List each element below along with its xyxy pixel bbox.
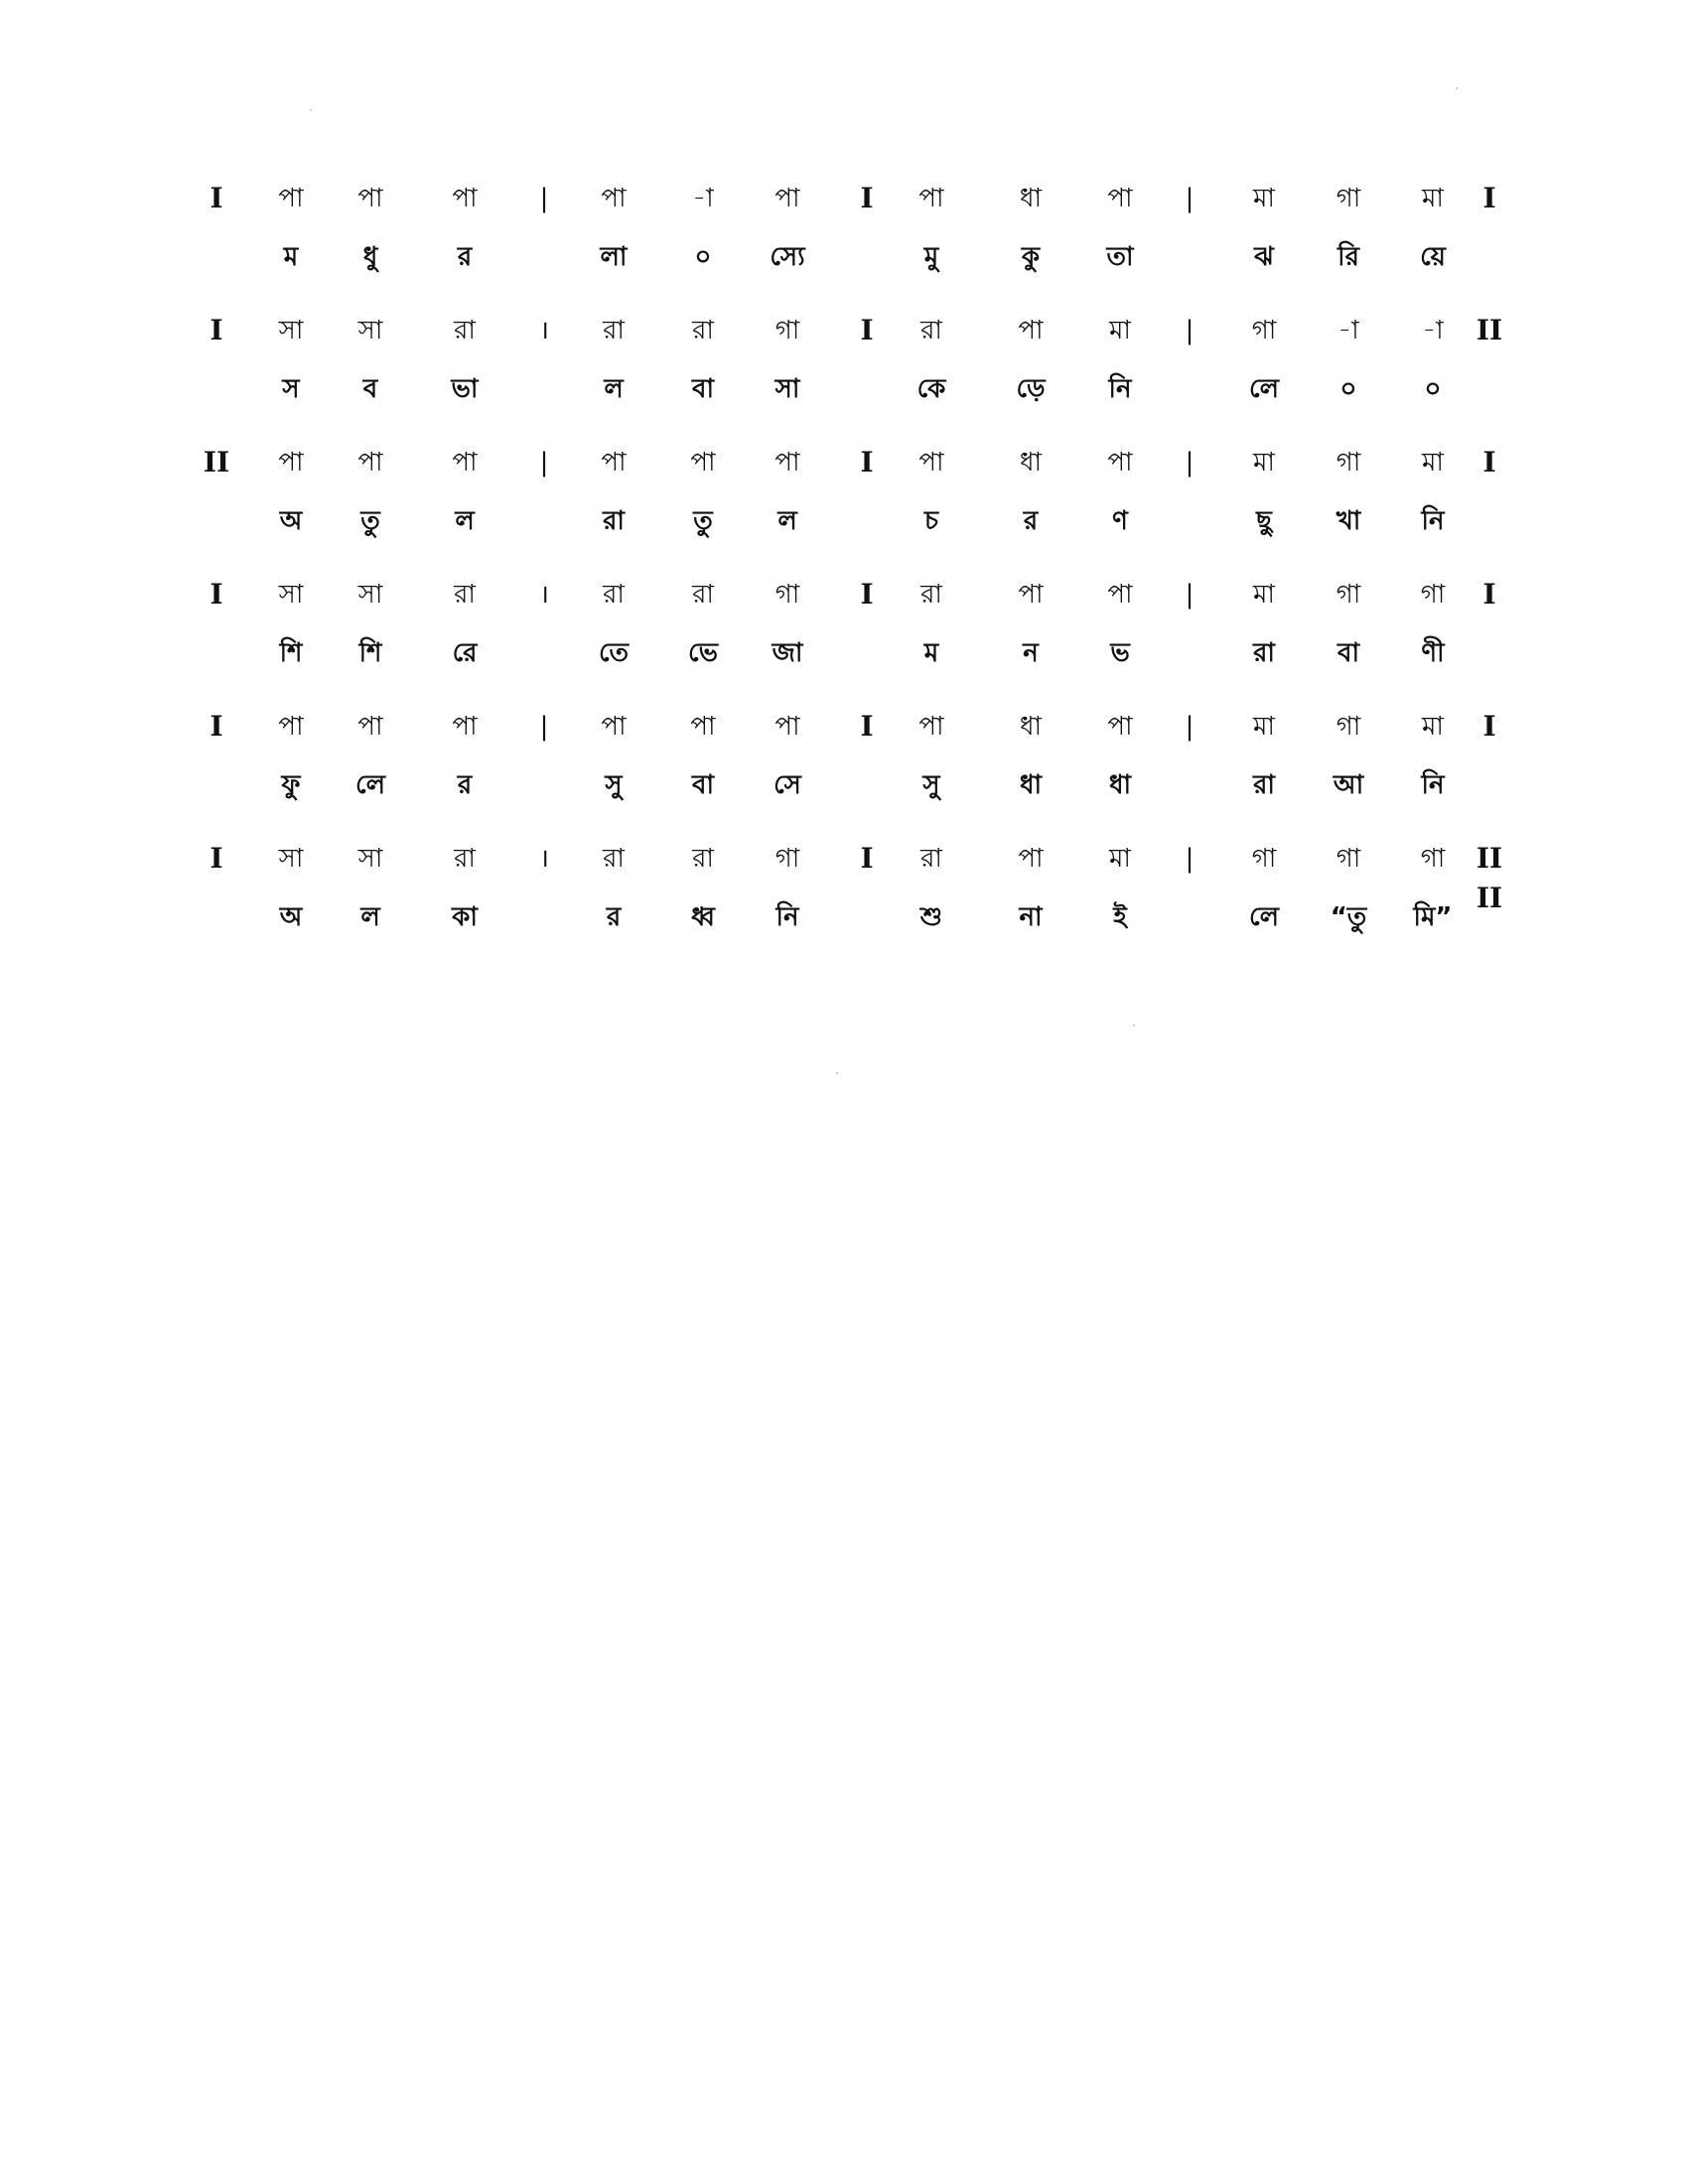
swara-note: রা	[920, 316, 942, 345]
lyric-syllable: আ	[1333, 770, 1364, 800]
lyric-syllable: তা	[1106, 242, 1134, 272]
swara-note: পা	[278, 184, 304, 213]
bar-mark: ।	[539, 580, 549, 610]
bar-mark: |	[1185, 316, 1195, 345]
lyric-syllable: লে	[355, 770, 385, 800]
swara-note: পা	[452, 184, 478, 213]
lyric-syllable: সু	[922, 770, 940, 800]
swara-note: রা	[692, 580, 714, 610]
swara-note: রা	[454, 580, 476, 610]
swara-note: পা	[452, 448, 478, 478]
swara-note: পা	[452, 712, 478, 742]
swara-note: গা	[774, 316, 800, 345]
lyric-syllable: স	[282, 374, 300, 404]
swara-note: ধা	[1019, 712, 1043, 742]
bar-mark: I	[210, 182, 223, 214]
lyric-syllable: শি	[358, 638, 382, 668]
bar-mark: |	[1185, 448, 1195, 478]
lyric-line	[0, 897, 1688, 937]
lyric-syllable: সু	[605, 770, 623, 800]
bar-mark: I	[860, 578, 874, 611]
swara-note: ধা	[1019, 184, 1043, 213]
lyric-syllable: ভা	[451, 374, 479, 404]
bar-mark: ।	[539, 844, 549, 874]
swara-line	[0, 311, 1688, 350]
swara-note: মা	[1109, 316, 1131, 345]
lyric-syllable: জা	[772, 638, 803, 668]
bar-mark: I	[210, 842, 223, 875]
lyric-line	[0, 765, 1688, 805]
bar-mark: I	[1482, 578, 1496, 611]
bar-mark: II	[1476, 314, 1503, 346]
bar-mark: I	[860, 446, 874, 478]
swara-note: গা	[1420, 580, 1446, 610]
swara-note: গা	[1420, 844, 1446, 874]
lyric-syllable: অ	[279, 506, 303, 536]
lyric-syllable: ০	[1339, 374, 1357, 404]
swara-note: পা	[278, 712, 304, 742]
swara-note: পা	[774, 712, 800, 742]
lyric-syllable: নি	[775, 902, 799, 932]
swara-note: মা	[1253, 448, 1275, 478]
swara-line	[0, 179, 1688, 218]
lyric-syllable: কে	[916, 374, 946, 404]
swara-note: পা	[357, 712, 383, 742]
swara-note: সা	[357, 316, 383, 345]
lyric-syllable: ধ্ব	[691, 902, 715, 932]
lyric-syllable: ণ	[1112, 506, 1128, 536]
lyric-syllable: না	[1019, 902, 1043, 932]
lyric-syllable: সা	[774, 374, 800, 404]
lyric-syllable: কু	[1021, 242, 1041, 272]
bar-mark: I	[1482, 182, 1496, 214]
swara-note: রা	[692, 844, 714, 874]
lyric-syllable: বা	[1336, 638, 1359, 668]
swara-note: মা	[1422, 448, 1444, 478]
bar-mark: |	[539, 184, 549, 213]
lyric-syllable: লা	[600, 242, 628, 272]
lyric-syllable: ঝ	[1254, 242, 1274, 272]
swara-line	[0, 575, 1688, 614]
swara-note: -া	[1422, 316, 1444, 345]
swara-note: গা	[1251, 316, 1277, 345]
swara-note: মা	[1253, 712, 1275, 742]
swara-note: পা	[357, 184, 383, 213]
swara-note: গা	[1336, 844, 1361, 874]
swara-note: গা	[1336, 184, 1361, 213]
lyric-syllable: ল	[604, 374, 624, 404]
swara-note: ধা	[1019, 448, 1043, 478]
swara-note: মা	[1422, 712, 1444, 742]
bar-mark: |	[1185, 184, 1195, 213]
lyric-syllable: ফু	[281, 770, 301, 800]
swara-note: রা	[692, 316, 714, 345]
bar-mark: |	[1185, 844, 1195, 874]
lyric-syllable: তু	[693, 506, 713, 536]
swara-note: গা	[1251, 844, 1277, 874]
lyric-syllable: র	[457, 242, 473, 272]
swara-note: -া	[1337, 316, 1359, 345]
swara-note: পা	[601, 448, 627, 478]
lyric-syllable: শি	[279, 638, 303, 668]
lyric-syllable: ম	[923, 638, 939, 668]
lyric-syllable: মু	[923, 242, 939, 272]
swara-line	[0, 443, 1688, 482]
bar-mark: II II	[1476, 842, 1503, 914]
swara-note: মা	[1253, 184, 1275, 213]
lyric-syllable: ধু	[362, 242, 378, 272]
swara-note: -া	[692, 184, 714, 213]
lyric-syllable: “তু	[1330, 902, 1367, 932]
swara-note: পা	[918, 448, 944, 478]
lyric-syllable: মি”	[1413, 902, 1453, 932]
swara-note: পা	[690, 712, 716, 742]
lyric-line	[0, 237, 1688, 277]
bar-mark: I	[1482, 710, 1496, 743]
swara-note: রা	[603, 580, 625, 610]
lyric-syllable: য়ে	[1420, 242, 1446, 272]
swara-note: পা	[601, 184, 627, 213]
lyric-syllable: স্যে	[770, 242, 805, 272]
swara-note: রা	[920, 580, 942, 610]
bar-mark: II	[203, 446, 230, 478]
swara-note: গা	[1336, 580, 1361, 610]
swara-note: পা	[918, 712, 944, 742]
swara-note: রা	[920, 844, 942, 874]
swara-note: রা	[454, 316, 476, 345]
scan-speck	[836, 1072, 838, 1074]
lyric-syllable: শু	[919, 902, 943, 932]
lyric-syllable: রা	[1253, 770, 1275, 800]
bar-mark: I	[860, 182, 874, 214]
swara-note: পা	[1018, 844, 1044, 874]
lyric-syllable: ধা	[1108, 770, 1132, 800]
bar-mark: I	[210, 578, 223, 611]
lyric-syllable: র	[457, 770, 473, 800]
lyric-syllable: খা	[1336, 506, 1361, 536]
swara-note: সা	[278, 844, 304, 874]
lyric-syllable: সে	[774, 770, 801, 800]
swara-note: গা	[774, 580, 800, 610]
lyric-syllable: তু	[360, 506, 380, 536]
bar-mark: I	[1482, 446, 1496, 478]
swara-note: পা	[1107, 580, 1133, 610]
lyric-syllable: ০	[694, 242, 712, 272]
bar-mark: |	[1185, 712, 1195, 742]
swara-note: পা	[774, 448, 800, 478]
lyric-syllable: ল	[455, 506, 475, 536]
swara-note: মা	[1253, 580, 1275, 610]
lyric-syllable: ম	[283, 242, 299, 272]
swara-note: পা	[918, 184, 944, 213]
swara-note: পা	[357, 448, 383, 478]
swara-note: সা	[278, 316, 304, 345]
lyric-syllable: বা	[691, 770, 714, 800]
bar-mark: |	[1185, 580, 1195, 610]
lyric-syllable: রা	[603, 506, 625, 536]
lyric-syllable: র	[606, 902, 622, 932]
lyric-line	[0, 501, 1688, 541]
lyric-syllable: ল	[360, 902, 380, 932]
lyric-line	[0, 633, 1688, 673]
bar-mark: |	[539, 448, 549, 478]
lyric-syllable: ন	[1023, 638, 1039, 668]
lyric-syllable: অ	[279, 902, 303, 932]
bar-mark: I	[210, 710, 223, 743]
swara-note: মা	[1109, 844, 1131, 874]
swara-note: সা	[278, 580, 304, 610]
lyric-syllable: লে	[1249, 374, 1279, 404]
swara-line	[0, 839, 1688, 914]
lyric-syllable: নি	[1108, 374, 1132, 404]
scan-speck	[310, 109, 312, 111]
swara-note: পা	[278, 448, 304, 478]
lyric-syllable: রা	[1253, 638, 1275, 668]
lyric-syllable: ল	[777, 506, 797, 536]
swara-line	[0, 707, 1688, 747]
lyric-syllable: র	[1023, 506, 1039, 536]
lyric-syllable: ০	[1424, 374, 1442, 404]
bar-mark: I	[210, 314, 223, 346]
swara-note: গা	[1336, 448, 1361, 478]
swara-note: গা	[774, 844, 800, 874]
lyric-syllable: ভে	[688, 638, 718, 668]
lyric-syllable: ছু	[1256, 506, 1272, 536]
swara-note: পা	[690, 448, 716, 478]
swara-note: পা	[1107, 184, 1133, 213]
swara-note: গা	[1336, 712, 1361, 742]
lyric-syllable: ধা	[1019, 770, 1043, 800]
bar-mark: I	[860, 314, 874, 346]
lyric-syllable: বা	[691, 374, 714, 404]
lyric-syllable: ব	[362, 374, 378, 404]
swara-note: পা	[601, 712, 627, 742]
bar-mark: |	[539, 712, 549, 742]
bar-mark: ।	[539, 316, 549, 345]
swara-note: সা	[357, 580, 383, 610]
lyric-syllable: ভ	[1110, 638, 1130, 668]
scan-speck	[1133, 1024, 1135, 1026]
lyric-line	[0, 369, 1688, 409]
lyric-syllable: রে	[452, 638, 478, 668]
lyric-syllable: ড়ে	[1016, 374, 1046, 404]
scan-speck	[1456, 87, 1458, 89]
lyric-syllable: রি	[1337, 242, 1359, 272]
swara-note: সা	[357, 844, 383, 874]
swara-note: রা	[603, 844, 625, 874]
lyric-syllable: ণী	[1421, 638, 1445, 668]
lyric-syllable: ই	[1113, 902, 1127, 932]
lyric-syllable: তে	[598, 638, 630, 668]
lyric-syllable: নি	[1421, 506, 1445, 536]
swara-note: পা	[1018, 316, 1044, 345]
swara-note: পা	[1018, 580, 1044, 610]
bar-mark: I	[860, 710, 874, 743]
lyric-syllable: চ	[923, 506, 939, 536]
swara-note: পা	[774, 184, 800, 213]
lyric-syllable: লে	[1249, 902, 1279, 932]
swara-note: রা	[603, 316, 625, 345]
swara-note: মা	[1422, 184, 1444, 213]
lyric-syllable: কা	[452, 902, 478, 932]
bar-mark: I	[860, 842, 874, 875]
lyric-syllable: নি	[1421, 770, 1445, 800]
swara-note: পা	[1107, 448, 1133, 478]
swara-note: রা	[454, 844, 476, 874]
swara-note: পা	[1107, 712, 1133, 742]
